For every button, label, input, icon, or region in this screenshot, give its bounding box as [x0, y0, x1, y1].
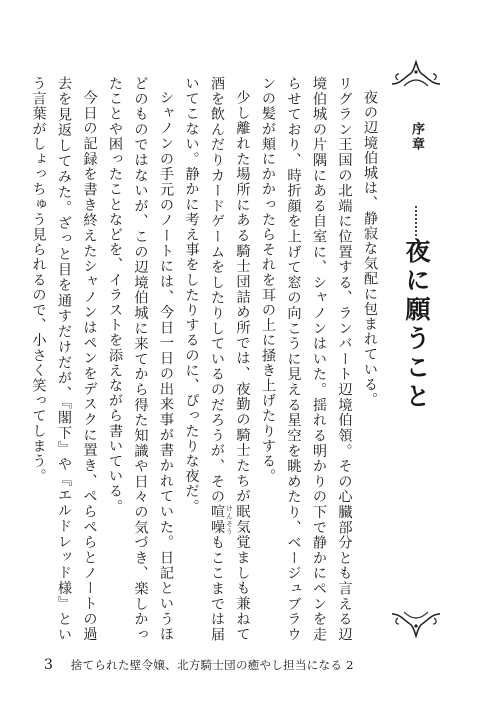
ornament-top-icon: [390, 58, 442, 92]
running-title: 捨てられた壁令嬢、北方騎士団の癒やし担当になる 2: [70, 658, 354, 672]
paragraph-3-after: もここまでは届いてこない。静かに考え事をしたりするのに、ぴったりな夜だ。: [183, 76, 225, 642]
ruby-word: [209, 504, 233, 536]
chapter-label: 序章: [409, 122, 424, 152]
page-number: 3: [44, 657, 53, 673]
ruby-reading: けんそう: [225, 504, 233, 535]
page-footer: [44, 657, 354, 675]
paragraph-1: 夜の辺境伯城は、静寂な気配に包まれている。: [362, 90, 378, 408]
paragraph-2: リグラン王国の北端に位置する、ランバート辺境伯領。その心臓部分とも言える辺境伯城の片隅にある自室に、シャノンはいた。揺れる明かりの下で静かにペンを走らせており、時折顔を上げて窓の向こうに見える星空を眺めたり、ベージュブラウンの髪が頬にかかったらそれを耳の上に掻き上げたりする。: [260, 76, 353, 642]
paragraph-4: シャノンの手元のノートには、今日一日の出来事が書かれていた。日記というほどのものではないが、この辺境伯城に来てから得た知識や日々の気づき、楽しかったことや困ったことなどを、イラストを添えながら書いている。: [107, 76, 174, 642]
chapter-heading: [390, 58, 442, 638]
paragraph-3-before: 少し離れた場所にある騎士団詰め所では、夜勤の騎士たちが眠気覚ましも兼ねて酒を飲んだりカードゲームをしたりしているのだろうが、その: [209, 76, 251, 642]
body-text: [30, 76, 382, 642]
ruby-base: 喧噪: [209, 504, 225, 536]
paragraph-3: [178, 76, 255, 642]
paragraph-5: 今日の記録を書き終えたシャノンはペンをデスクに置き、ぺらぺらとノートの過去を見返してみた。ざっと目を通すだけだが、『閣下』や『エルドレッド様』という言葉がしょっちゅう見られるので、小さく笑ってしまう。: [30, 76, 98, 642]
ornament-bottom-icon: [390, 606, 442, 640]
chapter-title: 夜に願うこと: [402, 238, 431, 412]
chapter-dotted-rule: [415, 206, 419, 236]
